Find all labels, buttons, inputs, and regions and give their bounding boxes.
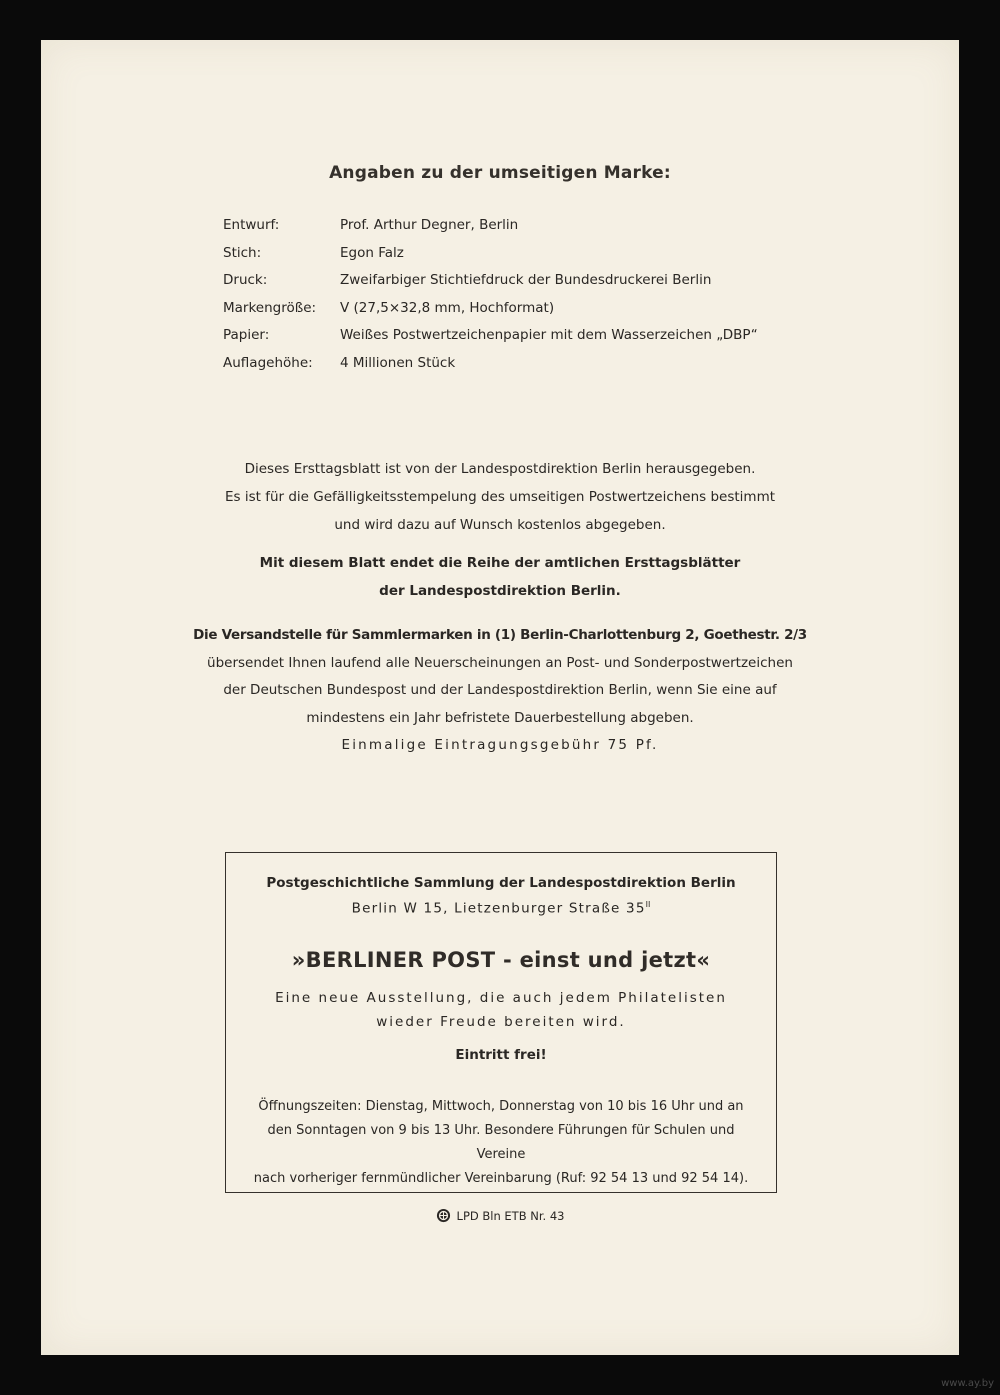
intro-line: und wird dazu auf Wunsch kostenlos abgegeben. — [334, 517, 666, 533]
document-sheet — [41, 40, 959, 1355]
exhibition-description — [226, 986, 776, 1034]
spec-row-papier — [223, 322, 758, 350]
print-reference — [41, 1208, 959, 1223]
stamp-details — [223, 212, 758, 378]
museum-address — [226, 900, 776, 917]
spec-row-stich — [223, 240, 758, 268]
museum-name: Postgeschichtliche Sammlung der Landespostdirektion Berlin — [266, 875, 736, 891]
fee-line: Einmalige Eintragungsgebühr 75 Pf. — [341, 737, 659, 754]
opening-hours — [246, 1095, 756, 1191]
spec-label: Auflagehöhe: — [223, 354, 313, 371]
description-line: Eine neue Ausstellung, die auch jedem Philatelisten — [275, 990, 727, 1006]
versand-line: mindestens ein Jahr befristete Dauerbestellung abgeben. — [306, 709, 694, 726]
spec-value: 4 Millionen Stück — [340, 354, 456, 371]
spec-row-markengroesse — [223, 295, 758, 323]
exhibition-box — [225, 852, 777, 1193]
address-floor: II — [645, 900, 651, 909]
spec-label: Papier: — [223, 327, 270, 344]
page-title: Angaben zu der umseitigen Marke: — [329, 163, 671, 183]
versand-line: übersendet Ihnen laufend alle Neuerscheinungen an Post- und Sonderpostwertzeichen — [207, 654, 793, 671]
description-line: wieder Freude bereiten wird. — [376, 1014, 626, 1030]
spec-row-druck — [223, 267, 758, 295]
free-admission: Eintritt frei! — [455, 1047, 547, 1063]
intro-line: Es ist für die Gefälligkeitsstempelung des umseitigen Postwertzeichens bestimmt — [224, 489, 776, 505]
spec-value: Prof. Arthur Degner, Berlin — [340, 217, 519, 233]
address-text: Berlin W 15, Lietzenburger Straße 35 — [351, 900, 646, 917]
spec-value: Weißes Postwertzeichenpapier mit dem Wasserzeichen „DBP“ — [340, 327, 758, 344]
spec-row-auflagehoehe — [223, 350, 758, 378]
subscription-paragraph — [41, 622, 959, 760]
spec-row-entwurf — [223, 212, 758, 240]
spec-label: Stich: — [223, 244, 262, 261]
exhibition-title: »BERLINER POST - einst und jetzt« — [291, 948, 711, 972]
watermark: www.ay.by — [941, 1378, 994, 1389]
intro-paragraph — [41, 455, 959, 539]
hours-line: Öffnungszeiten: Dienstag, Mittwoch, Donnerstag von 10 bis 16 Uhr und an — [258, 1099, 744, 1114]
spec-value: Zweifarbiger Stichtiefdruck der Bundesdruckerei Berlin — [340, 272, 712, 289]
notice-line: Mit diesem Blatt endet die Reihe der amtlichen Ersttagsblätter — [259, 555, 741, 571]
posthorn-emblem-icon — [436, 1208, 451, 1223]
intro-line: Dieses Ersttagsblatt ist von der Landespostdirektion Berlin herausgegeben. — [244, 461, 756, 477]
hours-line: nach vorheriger fernmündlicher Vereinbarung (Ruf: 92 54 13 und 92 54 14). — [253, 1171, 749, 1186]
versand-address-line: Die Versandstelle für Sammlermarken in (1) Berlin-Charlottenburg 2, Goethestr. 2/3 — [193, 627, 807, 643]
spec-label: Druck: — [223, 272, 268, 289]
spec-value: Egon Falz — [340, 244, 404, 261]
notice-line: der Landespostdirektion Berlin. — [379, 583, 621, 599]
spec-label: Entwurf: — [223, 217, 280, 233]
hours-line: den Sonntagen von 9 bis 13 Uhr. Besondere Führungen für Schulen und Vereine — [267, 1123, 735, 1162]
versand-line: der Deutschen Bundespost und der Landespostdirektion Berlin, wenn Sie eine auf — [223, 682, 777, 699]
final-notice — [41, 549, 959, 605]
spec-value: V (27,5×32,8 mm, Hochformat) — [340, 299, 555, 316]
spec-label: Markengröße: — [223, 299, 317, 316]
footer-text: LPD Bln ETB Nr. 43 — [456, 1209, 565, 1223]
